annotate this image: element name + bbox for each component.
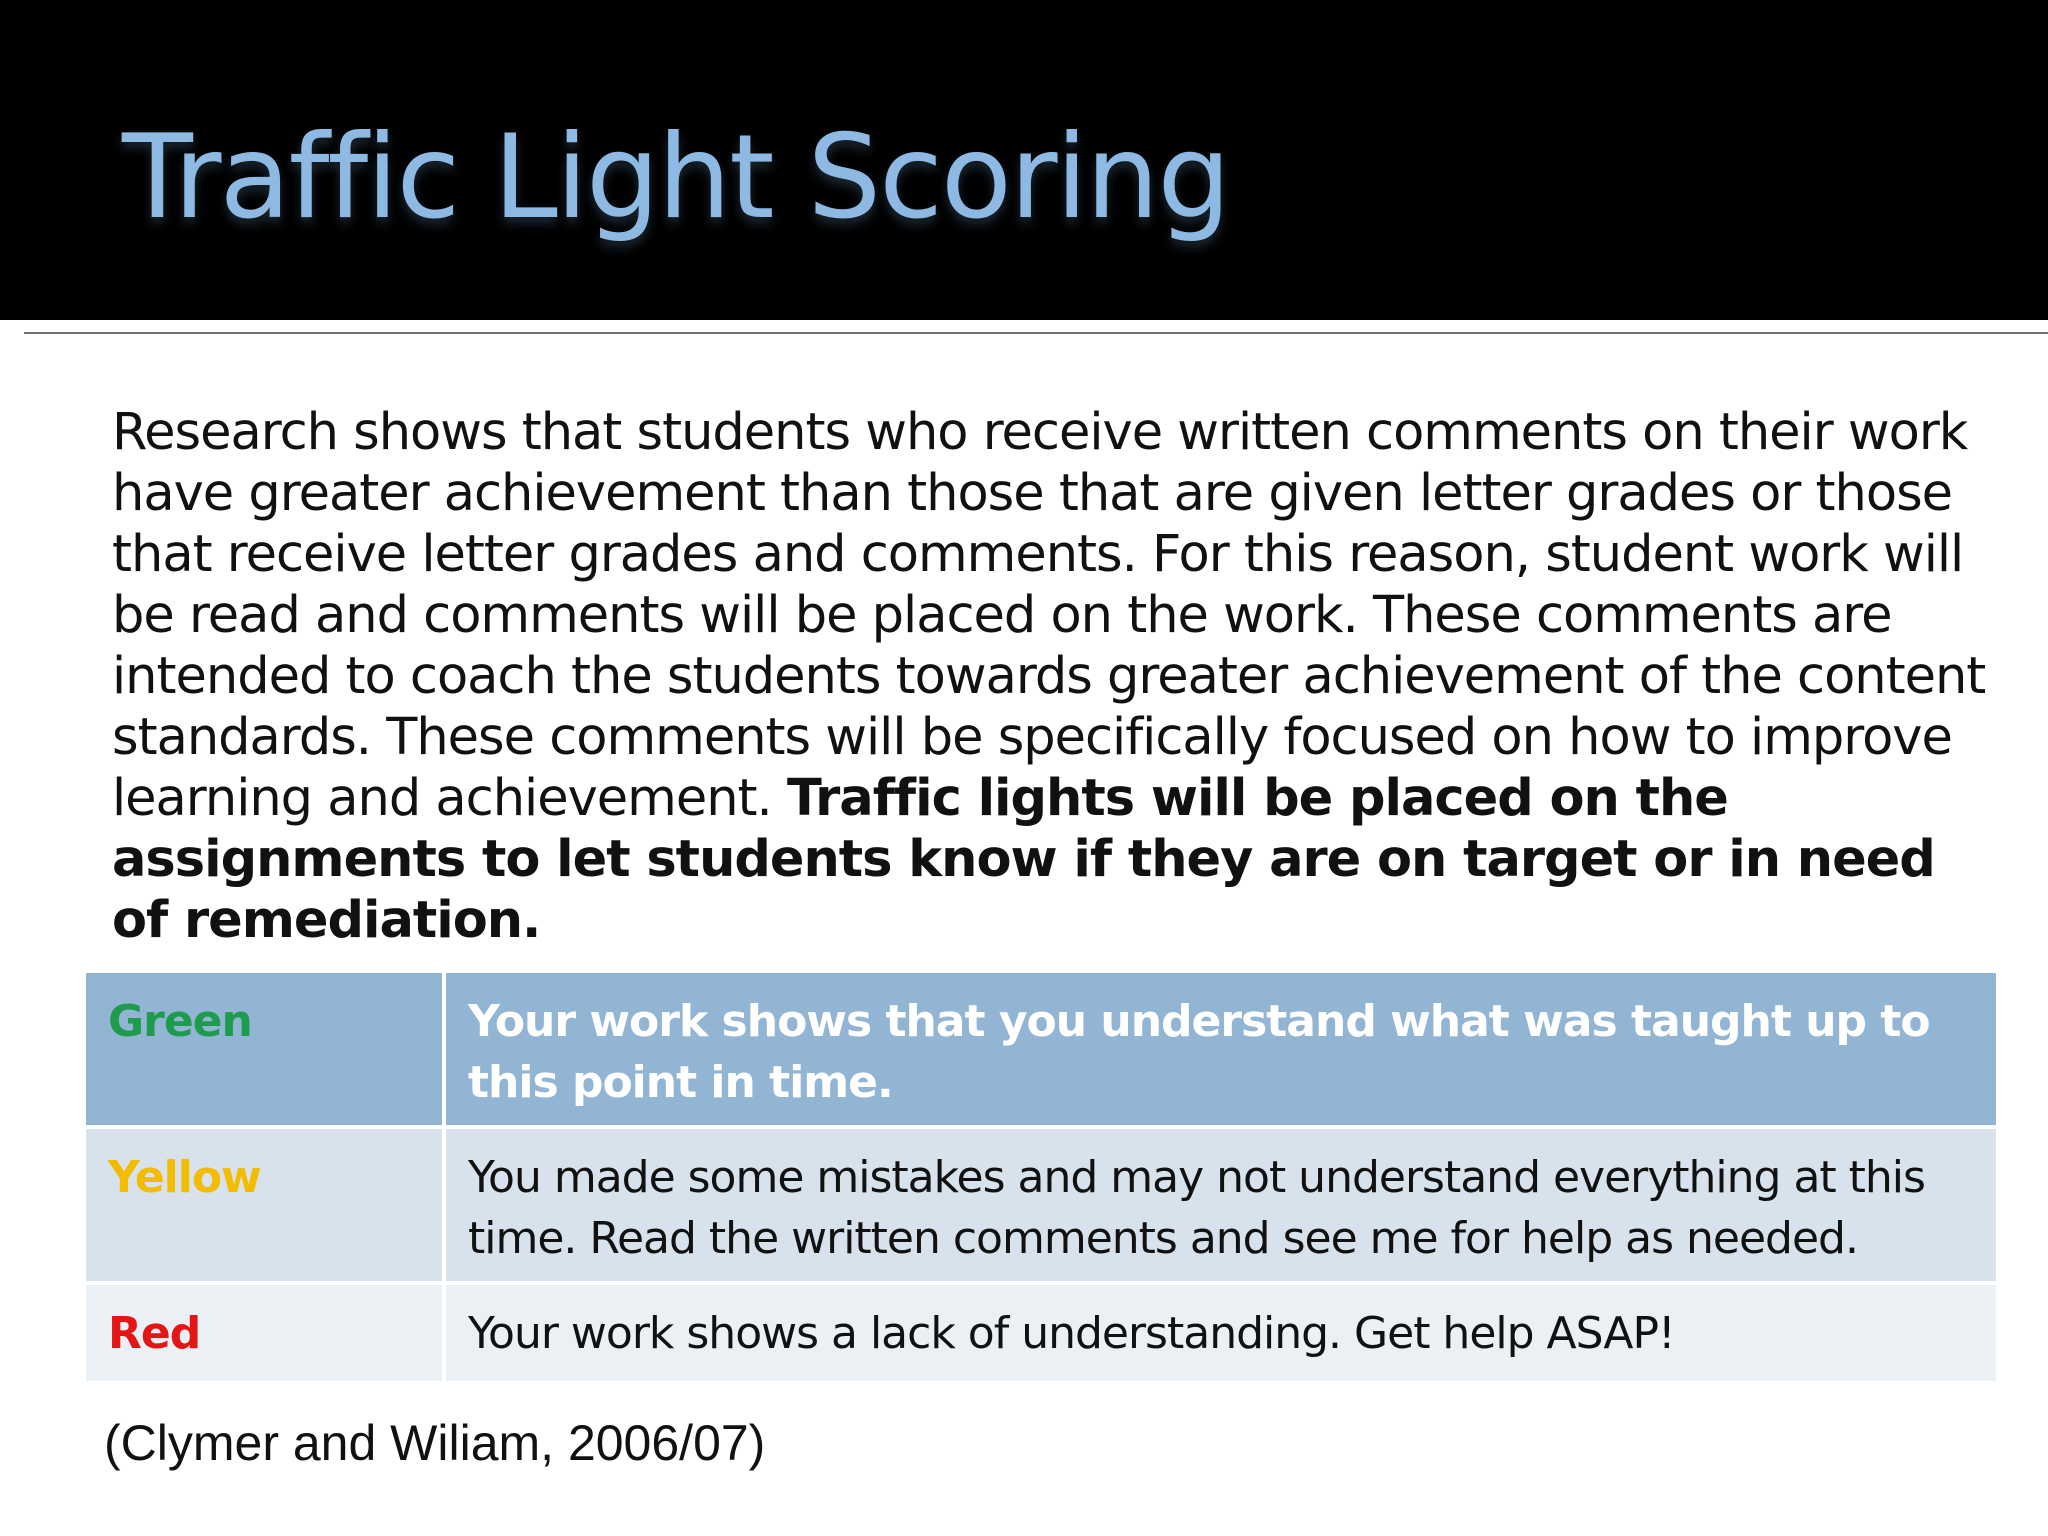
yellow-description: You made some mistakes and may not understand everything at this time. Read the written comments and see me for help as needed. — [446, 1129, 1996, 1285]
red-description: Your work shows a lack of understanding. Get help ASAP! — [446, 1285, 1996, 1381]
slide-title: Traffic Light Scoring — [122, 110, 1229, 245]
table-row-yellow — [86, 1129, 1996, 1285]
green-label: Green — [86, 973, 446, 1129]
citation: (Clymer and Wiliam, 2006/07) — [104, 1415, 766, 1471]
table-row-green — [86, 973, 1996, 1129]
green-description: Your work shows that you understand what was taught up to this point in time. — [446, 973, 1996, 1129]
traffic-light-table — [86, 973, 1996, 1381]
title-divider — [24, 332, 2048, 334]
red-label: Red — [86, 1285, 446, 1381]
body-intro-text: Research shows that students who receive written comments on their work have greater achievement than those that are given letter grades or those that receive letter grades and comments. For this reason, student work will be read and comments will be placed on the work. These comments are intended to coach the students towards greater achievement of the content standards. These comments will be specifically focused on how to improve learning and achievement. — [112, 403, 1986, 828]
body-paragraph — [112, 402, 1992, 951]
title-bar — [0, 0, 2048, 320]
table-row-red — [86, 1285, 1996, 1381]
body-emphasis-text: Traffic lights will be placed on the assignments to let students know if they are on target or in need of remediation. — [112, 769, 1935, 950]
yellow-label: Yellow — [86, 1129, 446, 1285]
